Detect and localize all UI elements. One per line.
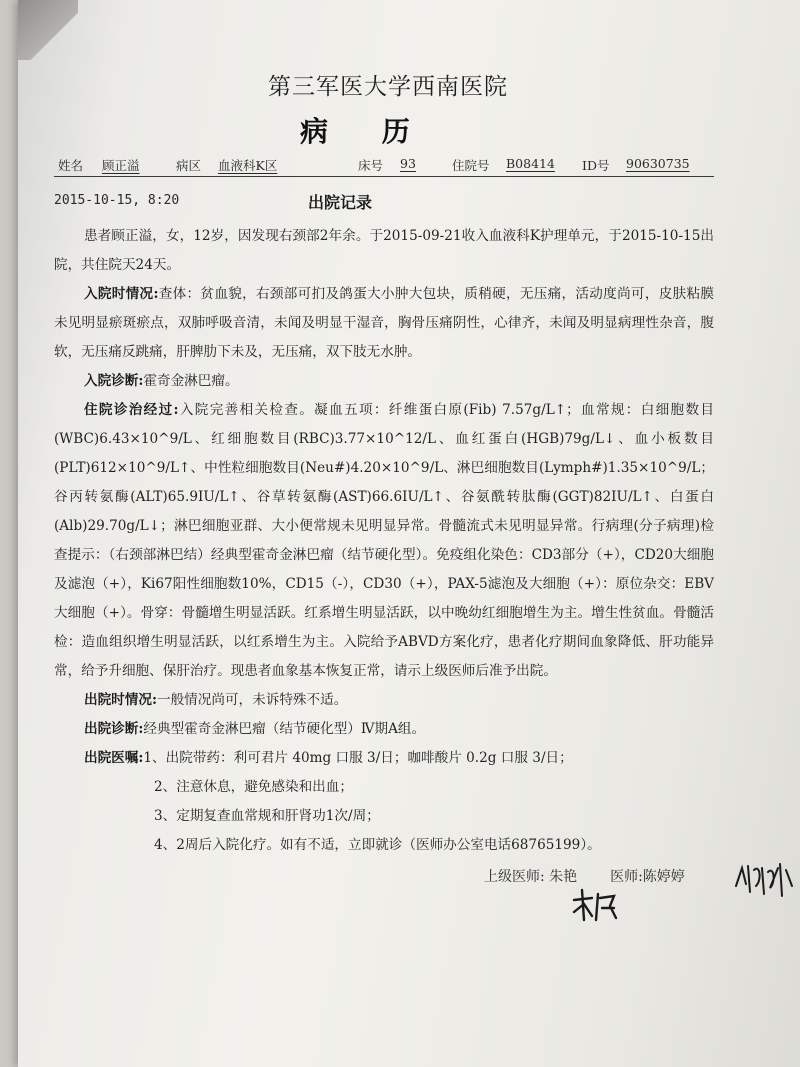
admission-no-label: 住院号 — [452, 158, 490, 173]
page-corner-shadow — [18, 0, 78, 60]
orders-paragraph — [54, 744, 714, 773]
patient-name: 顾正溢 — [102, 158, 140, 173]
doctor-handwritten-signature — [732, 856, 796, 902]
doctor-label: 医师: — [610, 869, 643, 885]
ward-value: 血液科K区 — [218, 158, 278, 173]
document-title: 病 历 — [300, 115, 432, 148]
discharge-condition-text: 一般情况尚可，未诉特殊不适。 — [157, 692, 348, 708]
admission-condition-label: 入院时情况: — [84, 286, 159, 302]
doctor-name: 陈婷婷 — [642, 869, 685, 885]
admission-condition-text: 查体：贫血貌，右颈部可扪及鸽蛋大小肿大包块，质稍硬，无压痛，活动度尚可，皮肤粘膜未见明显瘀斑瘀点，双肺呼吸音清，未闻及明显干湿音，胸骨压痛阴性，心律齐，未闻及明显病理性杂音，腹软，无压痛反跳痛，肝脾肋下未及，无压痛，双下肢无水肿。 — [54, 286, 714, 360]
header-rule — [54, 176, 714, 177]
discharge-diagnosis-text: 经典型霍奇金淋巴瘤（结节硬化型）Ⅳ期A组。 — [143, 721, 426, 737]
id-label: ID号 — [582, 158, 610, 173]
record-body — [54, 222, 714, 860]
id-value: 90630735 — [626, 156, 690, 171]
admission-condition-paragraph — [54, 280, 714, 367]
record-datetime: 2015-10-15, 8:20 — [54, 193, 180, 208]
order-item-2: 2、注意休息，避免感染和出血； — [154, 779, 353, 795]
order-item-3: 3、定期复查血常规和肝肾功1次/周； — [154, 808, 380, 824]
course-text: 入院完善相关检查。凝血五项：纤维蛋白原(Fib) 7.57g/L↑；血常规：白细胞数目(WBC)6.43×10^9/L、红细胞数目(RBC)3.77×10^12/L、血红蛋白(HGB)79g/L↓、血小板数目(PLT)612×10^9/L↑、中性粒细胞数目(Neu#)4.20×10^9/L、淋巴细胞数目(Lymph#)1.35×10^9/L；谷丙转氨酶(ALT)65.9IU/L↑、谷草转氨酶(AST)66.6IU/L↑、谷氨酰转肽酶(GGT)82IU/L↑、白蛋白(Alb)29.70g/L↓；淋巴细胞亚群、大小便常规未见明显异常。骨髓流式未见明显异常。行病理(分子病理)检查提示：（右颈部淋巴结）经典型霍奇金淋巴瘤（结节硬化型）。免疫组化染色：CD3部分（+），CD20大细胞及滤泡（+），Ki67阳性细胞数10%，CD15（-），CD30（+），PAX-5滤泡及大细胞（+）：原位杂交：EBV大细胞（+）。骨穿：骨髓增生明显活跃。红系增生明显活跃，以中晚幼红细胞增生为主。增生性贫血。骨髓活检：造血组织增生明显活跃，以红系增生为主。入院给予ABVD方案化疗，患者化疗期间血象降低、肝功能异常，给予升细胞、保肝治疗。现患者血象基本恢复正常，请示上级医师后准予出院。 — [54, 402, 714, 679]
admission-diagnosis-label: 入院诊断: — [84, 373, 144, 389]
ward-label: 病区 — [176, 158, 202, 173]
bed-label: 床号 — [358, 158, 384, 173]
bed-value: 93 — [400, 156, 416, 171]
course-label: 住院诊治经过: — [84, 402, 179, 418]
senior-doctor-handwritten-signature — [570, 886, 622, 926]
signature-line — [484, 866, 685, 886]
name-label: 姓名 — [58, 158, 84, 173]
admission-no-value: B08414 — [506, 156, 555, 171]
record-title: 出院记录 — [308, 193, 373, 212]
hospital-name: 第三军医大学西南医院 — [268, 74, 508, 100]
order-item-4: 4、2周后入院化疗。如有不适，立即就诊（医师办公室电话68765199）。 — [154, 837, 601, 853]
discharge-condition-label: 出院时情况: — [84, 692, 157, 708]
discharge-diagnosis-label: 出院诊断: — [84, 721, 144, 737]
admission-diagnosis-text: 霍奇金淋巴瘤。 — [143, 373, 239, 389]
discharge-condition-paragraph — [54, 686, 714, 715]
senior-doctor-name: 朱艳 — [549, 869, 578, 885]
discharge-diagnosis-paragraph — [54, 715, 714, 744]
course-paragraph — [54, 396, 714, 686]
order-item-1: 1、出院带药：利可君片 40mg 口服 3/日；咖啡酸片 0.2g 口服 3/日； — [143, 750, 573, 766]
intro-paragraph: 患者顾正溢，女，12岁，因发现右颈部2年余。于2015-09-21收入血液科K护理单元，于2015-10-15出院，共住院天24天。 — [54, 228, 714, 273]
admission-diagnosis-paragraph — [54, 367, 714, 396]
senior-doctor-label: 上级医师: — [484, 869, 545, 885]
orders-label: 出院医嘱: — [84, 750, 144, 766]
